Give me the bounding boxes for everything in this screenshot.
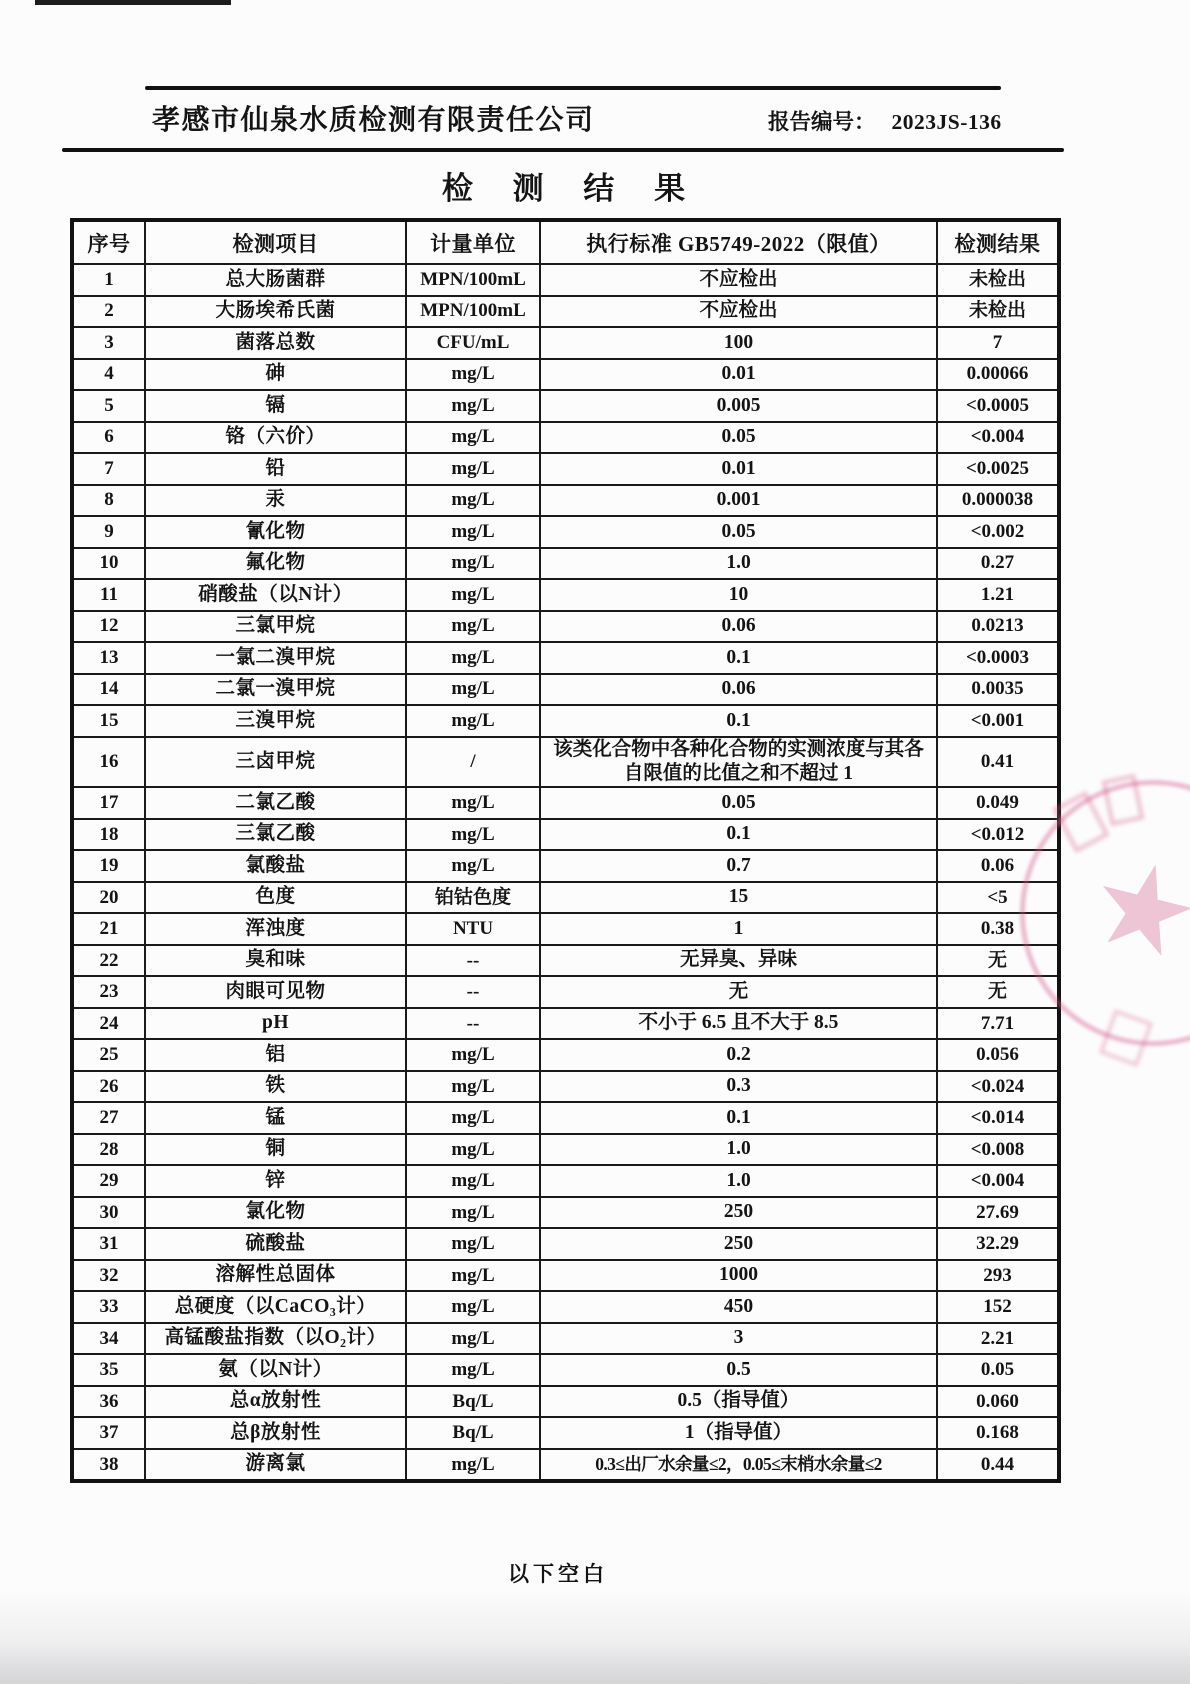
standard-limit: 0.01 (540, 453, 937, 485)
unit: mg/L (406, 1228, 540, 1260)
standard-limit: 3 (540, 1323, 937, 1355)
unit: mg/L (406, 1039, 540, 1071)
unit: mg/L (406, 819, 540, 851)
standard-limit: 0.3 (540, 1071, 937, 1103)
table-row (72, 359, 1059, 391)
header-rule-top (145, 86, 1001, 90)
test-item: 三氯乙酸 (145, 819, 406, 851)
test-result: 7.71 (937, 1008, 1059, 1040)
standard-limit: 1（指导值） (540, 1417, 937, 1449)
test-item: 锰 (145, 1102, 406, 1134)
test-result: 0.049 (937, 787, 1059, 819)
standard-limit: 0.05 (540, 422, 937, 454)
column-header: 序号 (72, 220, 145, 264)
test-result: <0.001 (937, 705, 1059, 737)
unit: MPN/100mL (406, 296, 540, 328)
standard-limit: 0.06 (540, 611, 937, 643)
test-result: <0.004 (937, 422, 1059, 454)
table-row (72, 1134, 1059, 1166)
test-item: 镉 (145, 390, 406, 422)
test-result: 152 (937, 1291, 1059, 1323)
page-title: 检 测 结 果 (441, 171, 702, 206)
table-row (72, 516, 1059, 548)
standard-limit: 0.2 (540, 1039, 937, 1071)
test-item: 高锰酸盐指数（以O₂计） (145, 1323, 406, 1355)
row-number: 12 (72, 611, 145, 643)
unit: mg/L (406, 1449, 540, 1482)
unit: mg/L (406, 1165, 540, 1197)
column-header: 计量单位 (406, 220, 540, 264)
standard-limit: 1.0 (540, 1134, 937, 1166)
table-row (72, 548, 1059, 580)
standard-limit: 10 (540, 579, 937, 611)
standard-limit: 0.5（指导值） (540, 1386, 937, 1418)
table-row (72, 882, 1059, 914)
test-result: 2.21 (937, 1323, 1059, 1355)
standard-limit: 100 (540, 327, 937, 359)
test-result: 无 (937, 945, 1059, 977)
row-number: 4 (72, 359, 145, 391)
unit: mg/L (406, 850, 540, 882)
table-row (72, 945, 1059, 977)
standard-limit: 1000 (540, 1260, 937, 1292)
row-number: 2 (72, 296, 145, 328)
table-row (72, 296, 1059, 328)
test-item: 溶解性总固体 (145, 1260, 406, 1292)
table-header-row (72, 220, 1059, 264)
test-result: <0.024 (937, 1071, 1059, 1103)
table-row (72, 1071, 1059, 1103)
row-number: 17 (72, 787, 145, 819)
unit: MPN/100mL (406, 264, 540, 296)
test-item: 游离氯 (145, 1449, 406, 1482)
row-number: 35 (72, 1354, 145, 1386)
table-row (72, 579, 1059, 611)
unit: mg/L (406, 453, 540, 485)
table-row (72, 1323, 1059, 1355)
test-result: 0.00066 (937, 359, 1059, 391)
row-number: 8 (72, 485, 145, 517)
test-result: 0.0213 (937, 611, 1059, 643)
test-result: 0.000038 (937, 485, 1059, 517)
unit: mg/L (406, 548, 540, 580)
test-result: <0.014 (937, 1102, 1059, 1134)
test-result: <5 (937, 882, 1059, 914)
row-number: 20 (72, 882, 145, 914)
standard-limit: 不应检出 (540, 264, 937, 296)
row-number: 7 (72, 453, 145, 485)
row-number: 10 (72, 548, 145, 580)
row-number: 14 (72, 674, 145, 706)
row-number: 32 (72, 1260, 145, 1292)
test-item: 汞 (145, 485, 406, 517)
row-number: 1 (72, 264, 145, 296)
test-item: 铬（六价） (145, 422, 406, 454)
column-header: 检测项目 (145, 220, 406, 264)
unit: mg/L (406, 1071, 540, 1103)
test-result: <0.0025 (937, 453, 1059, 485)
row-number: 13 (72, 642, 145, 674)
test-item: 铁 (145, 1071, 406, 1103)
test-item: 浑浊度 (145, 913, 406, 945)
test-result: 无 (937, 976, 1059, 1008)
table-row (72, 611, 1059, 643)
unit: mg/L (406, 674, 540, 706)
standard-limit: 0.06 (540, 674, 937, 706)
test-result: <0.002 (937, 516, 1059, 548)
standard-limit: 0.1 (540, 642, 937, 674)
test-item: 锌 (145, 1165, 406, 1197)
row-number: 30 (72, 1197, 145, 1229)
table-row (72, 674, 1059, 706)
standard-limit: 250 (540, 1197, 937, 1229)
table-row (72, 787, 1059, 819)
test-result: 32.29 (937, 1228, 1059, 1260)
unit: mg/L (406, 1323, 540, 1355)
standard-limit: 0.1 (540, 1102, 937, 1134)
standard-limit: 0.05 (540, 787, 937, 819)
unit: mg/L (406, 485, 540, 517)
unit: mg/L (406, 422, 540, 454)
unit: NTU (406, 913, 540, 945)
test-result: 未检出 (937, 264, 1059, 296)
test-result: 0.05 (937, 1354, 1059, 1386)
results-table (70, 218, 1061, 1483)
table-row (72, 705, 1059, 737)
test-result: <0.008 (937, 1134, 1059, 1166)
test-result: <0.0003 (937, 642, 1059, 674)
row-number: 25 (72, 1039, 145, 1071)
row-number: 6 (72, 422, 145, 454)
report-number (768, 105, 1002, 136)
row-number: 36 (72, 1386, 145, 1418)
row-number: 31 (72, 1228, 145, 1260)
test-result: 293 (937, 1260, 1059, 1292)
standard-limit: 0.3≤出厂水余量≤2，0.05≤末梢水余量≤2 (540, 1449, 937, 1482)
test-result: 27.69 (937, 1197, 1059, 1229)
test-result: <0.012 (937, 819, 1059, 851)
unit: / (406, 737, 540, 788)
standard-limit: 不应检出 (540, 296, 937, 328)
test-result: 1.21 (937, 579, 1059, 611)
table-row (72, 1165, 1059, 1197)
row-number: 23 (72, 976, 145, 1008)
report-number-value: 2023JS-136 (891, 110, 1002, 134)
table-row (72, 850, 1059, 882)
row-number: 37 (72, 1417, 145, 1449)
test-item: 氯化物 (145, 1197, 406, 1229)
row-number: 9 (72, 516, 145, 548)
test-item: 三卤甲烷 (145, 737, 406, 788)
unit: mg/L (406, 787, 540, 819)
row-number: 18 (72, 819, 145, 851)
unit: mg/L (406, 642, 540, 674)
test-result: 0.38 (937, 913, 1059, 945)
test-result: <0.004 (937, 1165, 1059, 1197)
row-number: 22 (72, 945, 145, 977)
table-row (72, 1008, 1059, 1040)
unit: Bq/L (406, 1386, 540, 1418)
standard-limit: 1.0 (540, 548, 937, 580)
table-row (72, 1039, 1059, 1071)
table-row (72, 1417, 1059, 1449)
test-result: 0.0035 (937, 674, 1059, 706)
seal-star-icon (1086, 853, 1190, 969)
table-row (72, 1102, 1059, 1134)
table-row (72, 819, 1059, 851)
test-item: 铝 (145, 1039, 406, 1071)
row-number: 26 (72, 1071, 145, 1103)
standard-limit: 0.001 (540, 485, 937, 517)
row-number: 19 (72, 850, 145, 882)
test-item: 总大肠菌群 (145, 264, 406, 296)
standard-limit: 15 (540, 882, 937, 914)
test-result: 7 (937, 327, 1059, 359)
row-number: 38 (72, 1449, 145, 1482)
row-number: 34 (72, 1323, 145, 1355)
unit: mg/L (406, 611, 540, 643)
test-item: 氰化物 (145, 516, 406, 548)
unit: mg/L (406, 1197, 540, 1229)
standard-limit: 该类化合物中各种化合物的实测浓度与其各自限值的比值之和不超过 1 (540, 737, 937, 788)
test-item: 大肠埃希氏菌 (145, 296, 406, 328)
standard-limit: 无 (540, 976, 937, 1008)
table-row (72, 453, 1059, 485)
report-number-label: 报告编号： (768, 110, 876, 134)
seal-glyph-smudge (1099, 1010, 1152, 1067)
column-header: 执行标准 GB5749-2022（限值） (540, 220, 937, 264)
standard-limit: 1 (540, 913, 937, 945)
table-row (72, 327, 1059, 359)
row-number: 15 (72, 705, 145, 737)
standard-limit: 0.005 (540, 390, 937, 422)
test-item: 硫酸盐 (145, 1228, 406, 1260)
unit: mg/L (406, 1102, 540, 1134)
row-number: 27 (72, 1102, 145, 1134)
test-item: 三氯甲烷 (145, 611, 406, 643)
test-item: 砷 (145, 359, 406, 391)
test-item: 三溴甲烷 (145, 705, 406, 737)
test-item: 二氯乙酸 (145, 787, 406, 819)
standard-limit: 0.7 (540, 850, 937, 882)
scan-artifact-top (35, 0, 231, 5)
table-row (72, 1386, 1059, 1418)
standard-limit: 0.5 (540, 1354, 937, 1386)
header-rule-bottom (62, 148, 1064, 152)
seal-glyph-smudge (1052, 791, 1109, 853)
test-item: 硝酸盐（以N计） (145, 579, 406, 611)
row-number: 28 (72, 1134, 145, 1166)
test-result: 0.060 (937, 1386, 1059, 1418)
unit: mg/L (406, 1291, 540, 1323)
table-row (72, 1354, 1059, 1386)
test-result: 未检出 (937, 296, 1059, 328)
row-number: 5 (72, 390, 145, 422)
test-result: 0.056 (937, 1039, 1059, 1071)
table-row (72, 913, 1059, 945)
company-name: 孝感市仙泉水质检测有限责任公司 (152, 105, 595, 136)
unit: CFU/mL (406, 327, 540, 359)
standard-limit: 450 (540, 1291, 937, 1323)
unit: mg/L (406, 1260, 540, 1292)
table-body (72, 264, 1059, 1481)
test-result: 0.27 (937, 548, 1059, 580)
row-number: 3 (72, 327, 145, 359)
test-item: 总硬度（以CaCO₃计） (145, 1291, 406, 1323)
unit: mg/L (406, 516, 540, 548)
scan-artifact-bottom (0, 1589, 1190, 1684)
row-number: 33 (72, 1291, 145, 1323)
row-number: 24 (72, 1008, 145, 1040)
table-row (72, 1260, 1059, 1292)
standard-limit: 250 (540, 1228, 937, 1260)
table-row (72, 976, 1059, 1008)
row-number: 16 (72, 737, 145, 788)
table-row (72, 422, 1059, 454)
row-number: 11 (72, 579, 145, 611)
footer-note: 以下空白 (508, 1562, 608, 1586)
table-row (72, 390, 1059, 422)
unit: 铂钴色度 (406, 882, 540, 914)
test-item: 二氯一溴甲烷 (145, 674, 406, 706)
table-row (72, 1449, 1059, 1482)
unit: mg/L (406, 359, 540, 391)
unit: -- (406, 945, 540, 977)
table-row (72, 642, 1059, 674)
test-item: 铜 (145, 1134, 406, 1166)
standard-limit: 0.1 (540, 705, 937, 737)
standard-limit: 1.0 (540, 1165, 937, 1197)
test-item: 氯酸盐 (145, 850, 406, 882)
test-item: 总β放射性 (145, 1417, 406, 1449)
test-item: pH (145, 1008, 406, 1040)
test-item: 臭和味 (145, 945, 406, 977)
table-row (72, 1228, 1059, 1260)
test-result: 0.41 (937, 737, 1059, 788)
standard-limit: 0.1 (540, 819, 937, 851)
test-result: <0.0005 (937, 390, 1059, 422)
table-row (72, 264, 1059, 296)
table-row (72, 1197, 1059, 1229)
table-row (72, 485, 1059, 517)
test-item: 色度 (145, 882, 406, 914)
unit: mg/L (406, 705, 540, 737)
unit: -- (406, 976, 540, 1008)
test-item: 氨（以N计） (145, 1354, 406, 1386)
table-row (72, 1291, 1059, 1323)
test-item: 肉眼可见物 (145, 976, 406, 1008)
test-item: 菌落总数 (145, 327, 406, 359)
unit: -- (406, 1008, 540, 1040)
test-result: 0.44 (937, 1449, 1059, 1482)
standard-limit: 不小于 6.5 且不大于 8.5 (540, 1008, 937, 1040)
seal-glyph-smudge (1102, 774, 1145, 826)
unit: Bq/L (406, 1417, 540, 1449)
row-number: 29 (72, 1165, 145, 1197)
standard-limit: 0.05 (540, 516, 937, 548)
test-item: 氟化物 (145, 548, 406, 580)
test-result: 0.06 (937, 850, 1059, 882)
table-row (72, 737, 1059, 788)
unit: mg/L (406, 1354, 540, 1386)
unit: mg/L (406, 1134, 540, 1166)
column-header: 检测结果 (937, 220, 1059, 264)
unit: mg/L (406, 390, 540, 422)
standard-limit: 0.01 (540, 359, 937, 391)
unit: mg/L (406, 579, 540, 611)
test-result: 0.168 (937, 1417, 1059, 1449)
standard-limit: 无异臭、异味 (540, 945, 937, 977)
test-item: 铅 (145, 453, 406, 485)
test-item: 一氯二溴甲烷 (145, 642, 406, 674)
row-number: 21 (72, 913, 145, 945)
test-item: 总α放射性 (145, 1386, 406, 1418)
